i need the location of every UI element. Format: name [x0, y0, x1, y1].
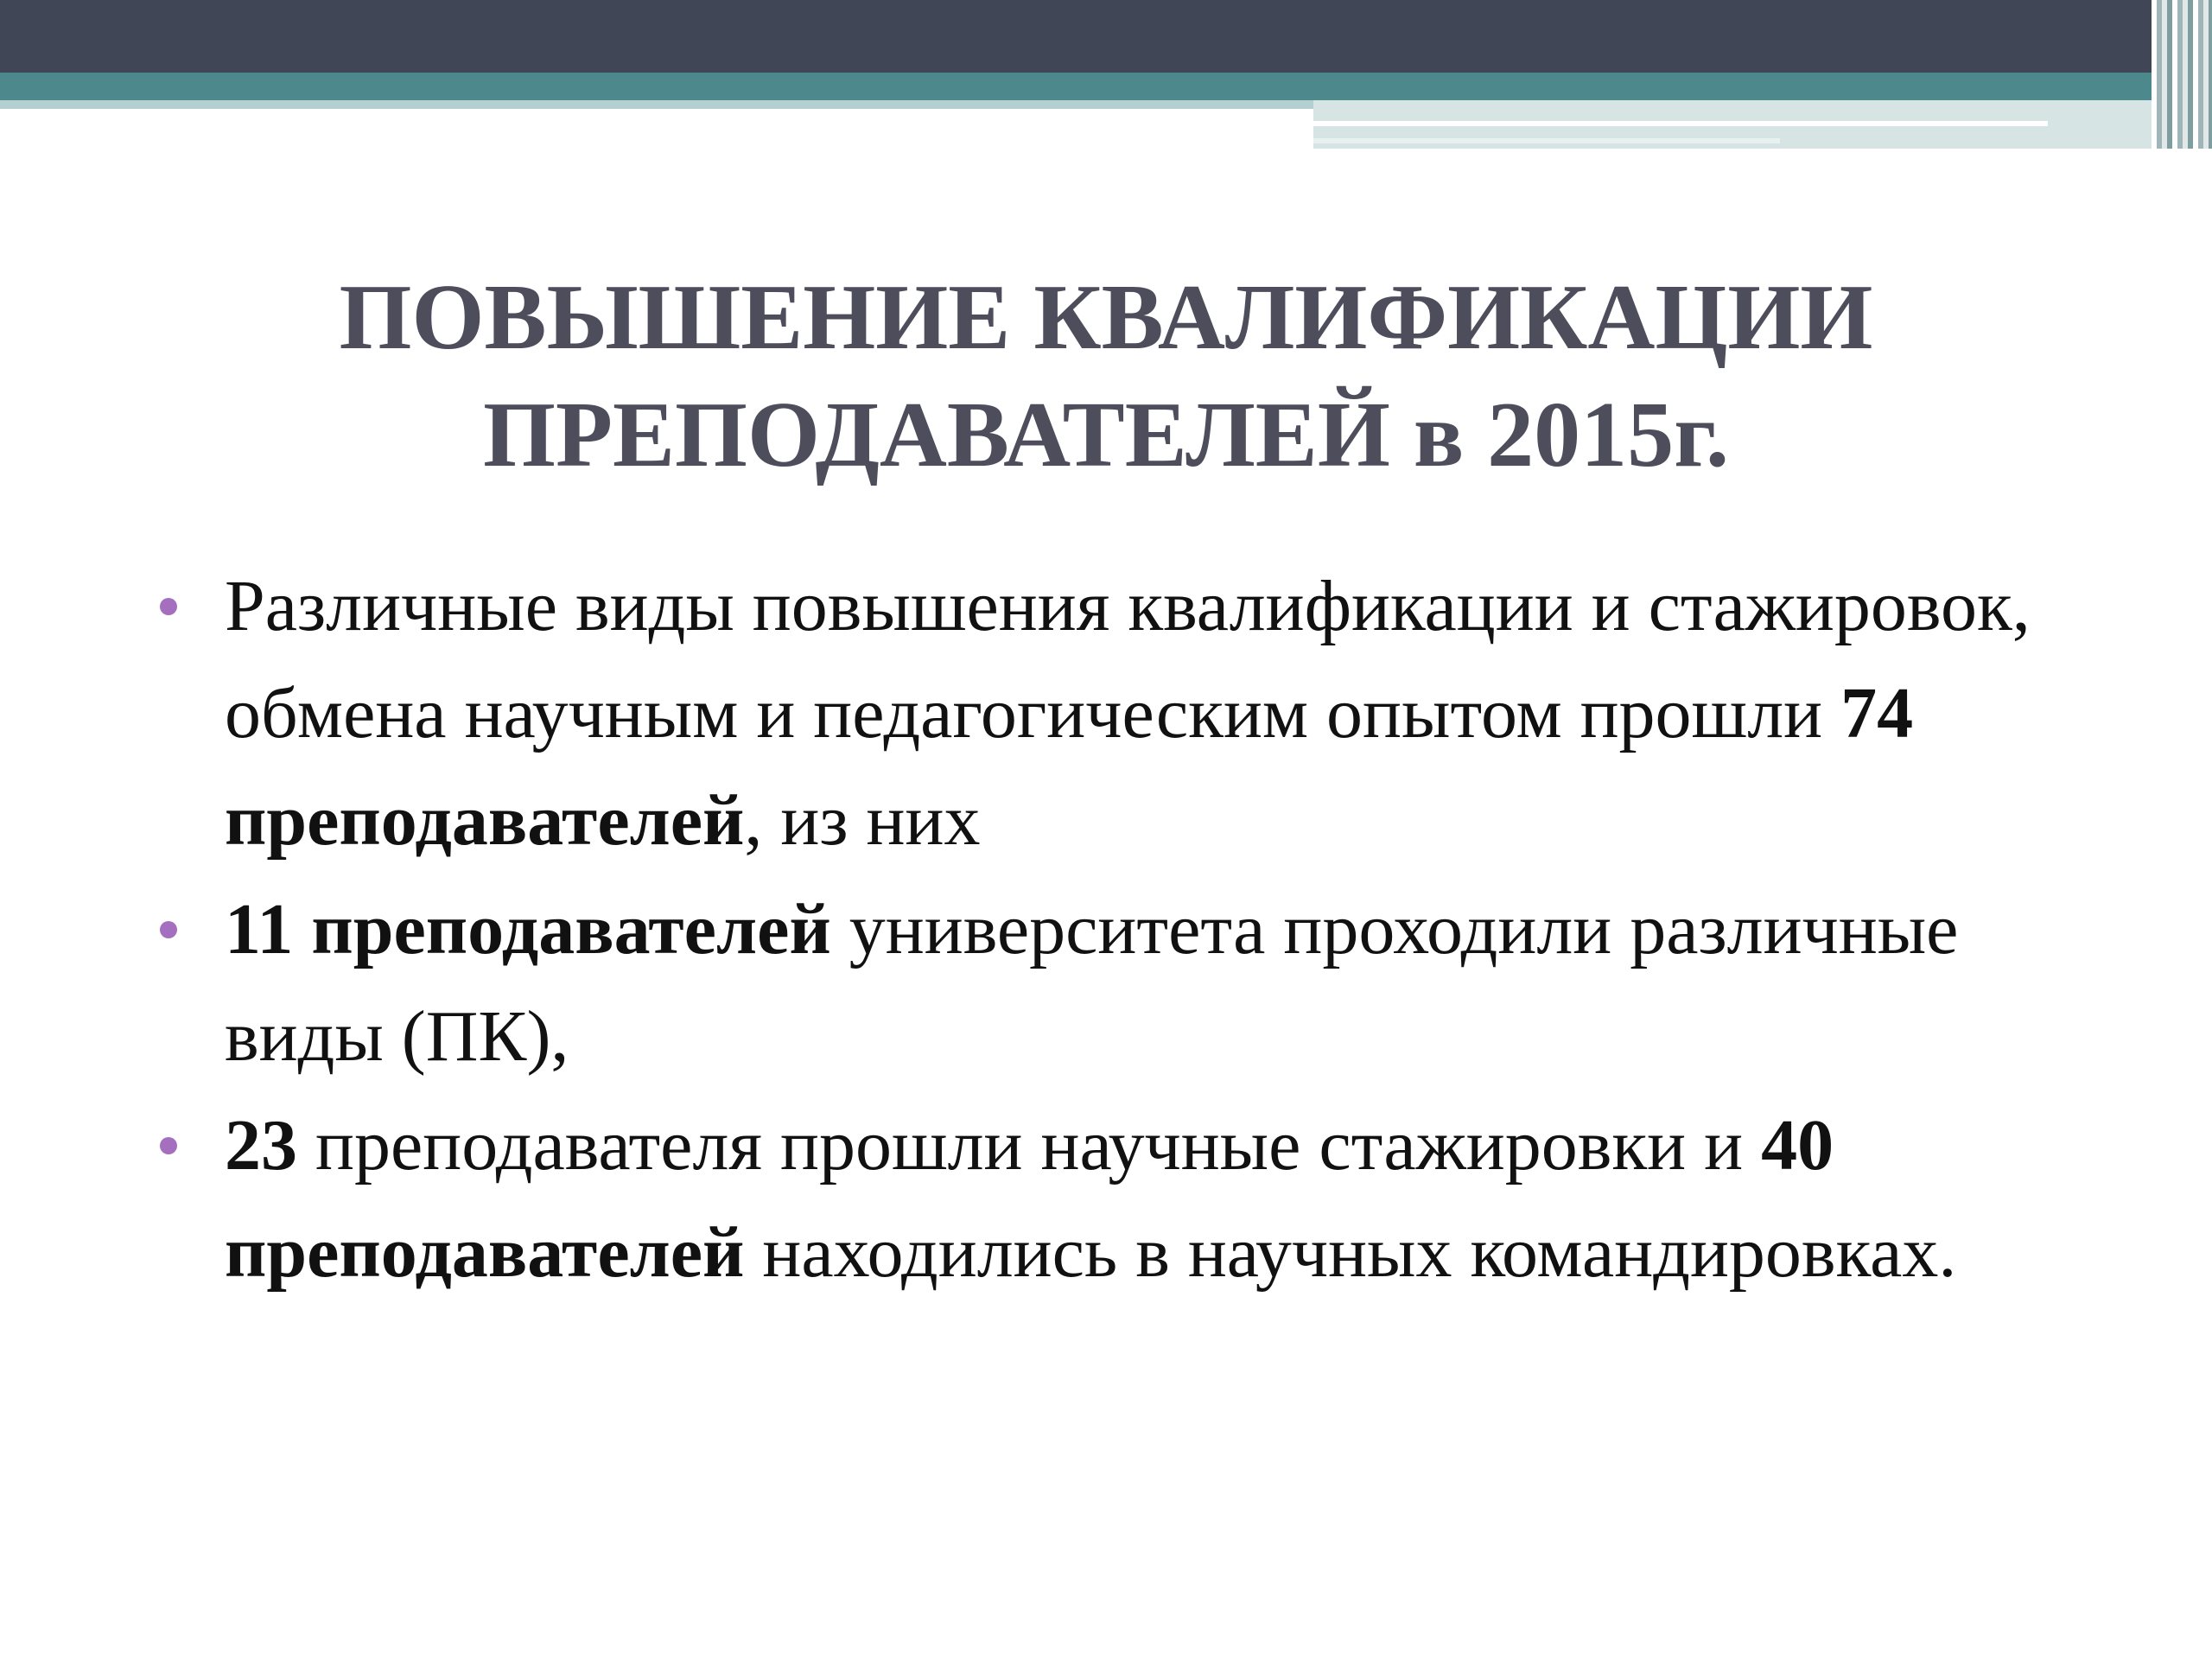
header-band-light — [0, 100, 1313, 109]
bullet-dot-icon — [160, 598, 177, 615]
slide-title — [173, 259, 2039, 494]
header-band-dark — [0, 0, 2212, 73]
bullet-3-text-b: находились в научных командировках. — [744, 1212, 1957, 1293]
bullet-2-text: университета проходили различные виды (ПК), — [225, 889, 1959, 1077]
bullet-2-bold: 11 преподавателей — [225, 889, 831, 969]
slide-title-line-1: ПОВЫШЕНИЕ КВАЛИФИКАЦИИ — [339, 266, 1873, 369]
header-accent-line — [1313, 121, 2048, 126]
bullet-3-bold-a: 23 — [225, 1105, 297, 1185]
bullet-1-text-b: , из них — [744, 780, 981, 861]
bullet-list — [160, 553, 2087, 1308]
header-accent-line-thin — [1313, 138, 1780, 143]
bullet-3-bold-b: 40 преподавателей — [225, 1105, 1834, 1293]
bullet-item-2 — [160, 876, 2087, 1090]
bullet-item-1 — [160, 553, 2087, 874]
bullet-item-3 — [160, 1092, 2087, 1306]
slide-title-line-2: ПРЕПОДАВАТЕЛЕЙ в 2015г. — [482, 384, 1730, 486]
bullet-dot-icon — [160, 921, 177, 938]
header-edge-stripes — [2152, 0, 2212, 149]
header-band-teal — [0, 73, 2212, 100]
bullet-3-text-a: преподавателя прошли научные стажировки и — [297, 1105, 1762, 1185]
bullet-1-bold: 74 преподавателей — [225, 673, 1914, 861]
bullet-1-text-a: Различные виды повышения квалификации и стажировок, обмена научным и педагогическим опытом прошли — [225, 566, 2031, 753]
bullet-dot-icon — [160, 1137, 177, 1154]
